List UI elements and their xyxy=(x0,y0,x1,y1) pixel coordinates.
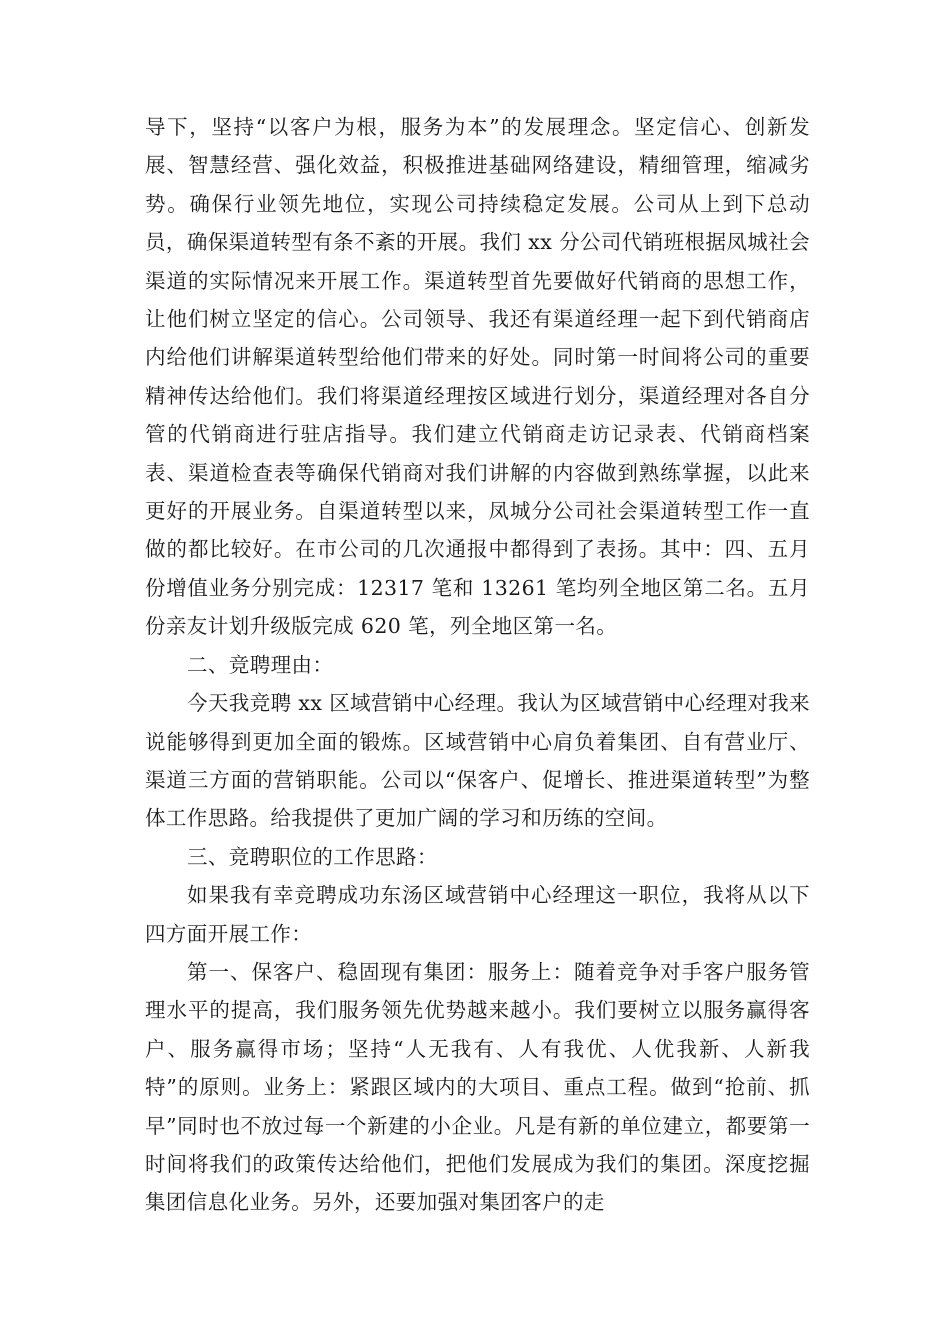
document-page xyxy=(145,108,810,1222)
body-paragraph-intro: 如果我有幸竞聘成功东汤区域营销中心经理这一职位，我将从以下四方面开展工作： xyxy=(145,883,810,946)
body-paragraph-1: 导下，坚持“以客户为根，服务为本”的发展理念。坚定信心、创新发展、智慧经营、强化效益，积极推进基础网络建设，精细管理，缩减劣势。确保行业领先地位，实现公司持续稳定发展。公司从上到下总动员，确保渠道转型有条不紊的开展。我们 xx 分公司代销班根据凤城社会渠道的实际情况来开展工作。渠道转型首先要做好代销商的思想工作，让他们树立坚定的信心。公司领导、我还有渠道经理一起下到代销商店内给他们讲解渠道转型给他们带来的好处。同时第一时间将公司的重要精神传达给他们。我们将渠道经理按区域进行划分，渠道经理对各自分管的代销商进行驻店指导。我们建立代销商走访记录表、代销商档案表、渠道检查表等确保代销商对我们讲解的内容做到熟练掌握，以此来更好的开展业务。自渠道转型以来，凤城分公司社会渠道转型工作一直做的都比较好。在市公司的几次通报中都得到了表扬。其中：四、五月份增值业务分别完成：12317 笔和 13261 笔均列全地区第二名。五月份亲友计划升级版完成 620 笔，列全地区第一名。 xyxy=(145,115,810,639)
body-paragraph-reasons: 今天我竞聘 xx 区域营销中心经理。我认为区域营销中心经理对我来说能够得到更加全面的锻炼。区域营销中心肩负着集团、自有营业厅、渠道三方面的营销职能。公司以“保客户、促增长、推进渠道转型”为整体工作思路。给我提供了更加广阔的学习和历练的空间。 xyxy=(145,691,810,831)
section-heading-work-plan: 三、竞聘职位的工作思路： xyxy=(187,844,438,869)
body-paragraph-first-point: 第一、保客户、稳固现有集团：服务上：随着竞争对手客户服务管理水平的提高，我们服务领先优势越来越小。我们要树立以服务赢得客户、服务赢得市场；坚持“人无我有、人有我优、人优我新、人新我特”的原则。业务上：紧跟区域内的大项目、重点工程。做到“抢前、抓早”同时也不放过每一个新建的小企业。凡是有新的单位建立，都要第一时间将我们的政策传达给他们，把他们发展成为我们的集团。深度挖掘集团信息化业务。另外，还要加强对集团客户的走 xyxy=(145,959,810,1215)
section-heading-reasons: 二、竞聘理由： xyxy=(187,652,334,677)
